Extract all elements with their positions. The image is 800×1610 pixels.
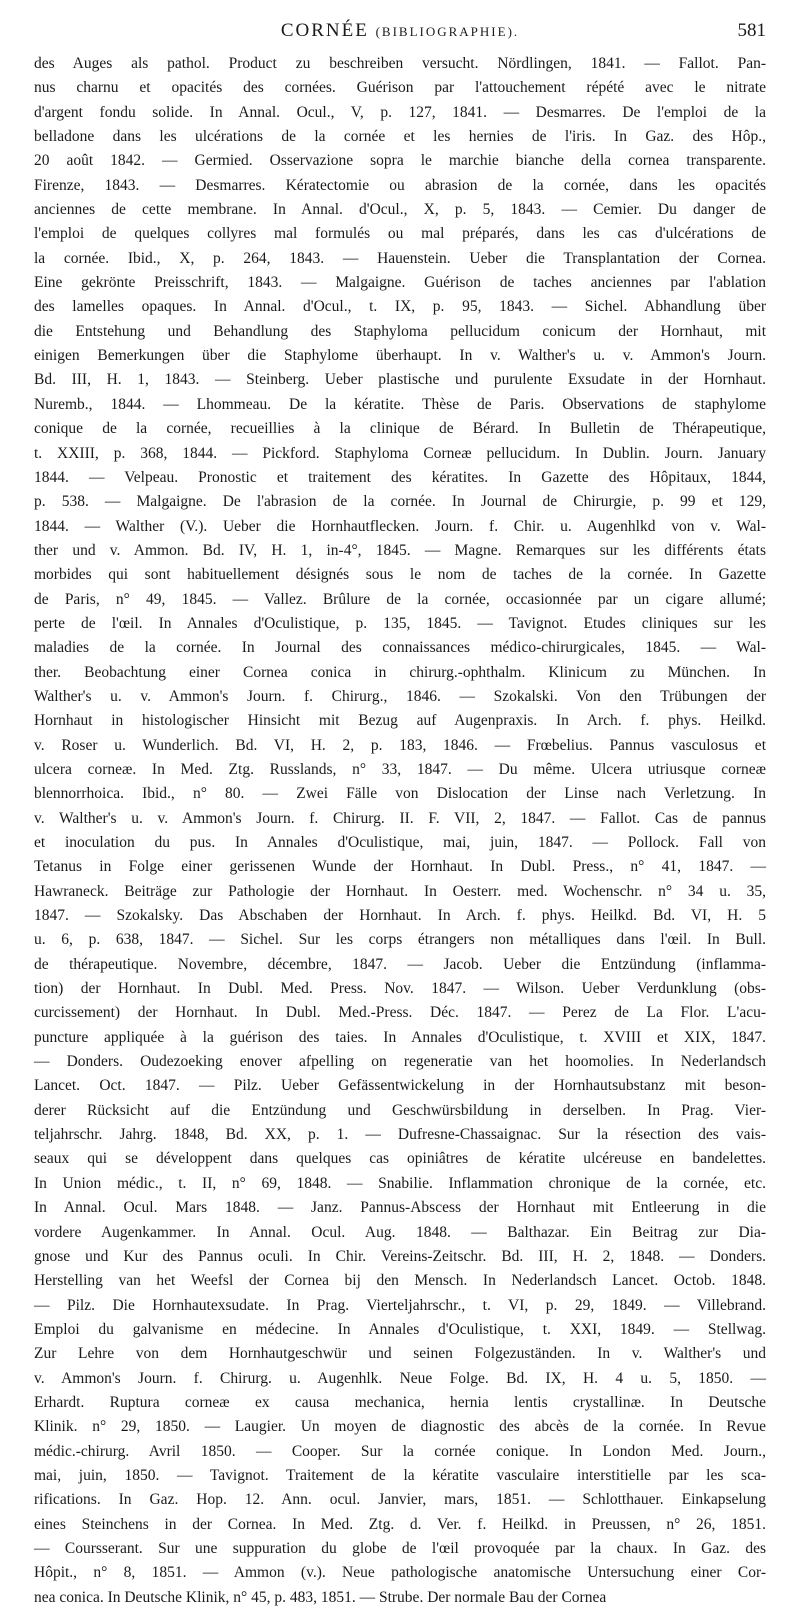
document-page: [34, 20, 766, 1610]
text-line: — Donders. Oudezoeking enover afpelling on regeneratie van het hoomolies. In Nederlandsch: [34, 1053, 766, 1071]
text-line: de Paris, n° 49, 1845. — Vallez. Brûlure de la cornée, occasionnée par un cigare allumé;: [34, 590, 766, 608]
text-line: Nuremb., 1844. — Lhommeau. De la kératite. Thèse de Paris. Observations de staphylome: [34, 395, 766, 413]
text-line: puncture appliquée à la guérison des taies. In Annales d'Oculistique, t. XVIII et XIX, 1847.: [34, 1028, 766, 1046]
text-line: derer Rücksicht auf die Entzündung und Geschwürsbildung in derselben. In Prag. Vier-: [34, 1101, 766, 1119]
text-line: blennorrhoica. Ibid., n° 80. — Zwei Fälle von Dislocation der Linse nach Verletzung. In: [34, 785, 766, 803]
text-line: curcissement) der Hornhaut. In Dubl. Med.-Press. Déc. 1847. — Perez de La Flor. L'acu-: [34, 1004, 766, 1022]
text-line: perte de l'œil. In Annales d'Oculistique, p. 135, 1845. — Tavignot. Etudes cliniques sur les: [34, 614, 766, 632]
text-line: ulcera corneæ. In Med. Ztg. Russlands, n° 33, 1847. — Du même. Ulcera utriusque corneæ: [34, 760, 766, 778]
running-title-main: CORNÉE: [280, 20, 376, 41]
text-line: In Annal. Ocul. Mars 1848. — Janz. Pannus-Abscess der Hornhaut mit Entleerung in die: [34, 1199, 766, 1217]
text-line: einigen Bemerkungen über die Staphylome überhaupt. In v. Walther's u. v. Ammon's Journ.: [34, 347, 766, 365]
text-line: l'emploi de quelques collyres mal formulés ou mal préparés, dans les cas d'ulcérations de: [34, 225, 766, 243]
text-line: v. Roser u. Wunderlich. Bd. VI, H. 2, p. 183, 1846. — Frœbelius. Pannus vasculosus et: [34, 736, 766, 754]
text-line: 1847. — Szokalsky. Das Abschaben der Hornhaut. In Arch. f. phys. Heilkd. Bd. VI, H. 5: [34, 907, 766, 925]
text-line: rifications. In Gaz. Hop. 12. Ann. ocul. Janvier, mars, 1851. — Schlotthauer. Einkapselung: [34, 1491, 766, 1509]
text-line: médic.-chirurg. Avril 1850. — Cooper. Sur la cornée conique. In London Med. Journ.,: [34, 1442, 766, 1460]
text-line: Hornhaut in histologischer Hinsicht mit Bezug auf Augenpraxis. In Arch. f. phys. Heilkd.: [34, 712, 766, 730]
text-line: nea conica. In Deutsche Klinik, n° 45, p. 483, 1851. — Strube. Der normale Bau der Cornea: [34, 1588, 607, 1606]
page-number: 581: [737, 20, 766, 41]
running-title: [34, 20, 766, 42]
text-line: vordere Augenkammer. In Annal. Ocul. Aug. 1848. — Balthazar. Ein Beitrag zur Dia-: [34, 1223, 766, 1241]
text-line: In Union médic., t. II, n° 69, 1848. — Snabilie. Inflammation chronique de la cornée, etc.: [34, 1174, 766, 1192]
text-line: Walther's u. v. Ammon's Journ. f. Chirurg., 1846. — Szokalski. Von den Trübungen der: [34, 687, 766, 705]
text-line: Bd. III, H. 1, 1843. — Steinberg. Ueber plastische und purulente Exsudate in der Hornhaut.: [34, 371, 766, 389]
text-line: Zur Lehre von dem Hornhautgeschwür und seinen Folgezuständen. In v. Walther's und: [34, 1345, 766, 1363]
text-line: Firenze, 1843. — Desmarres. Kératectomie ou abrasion de la cornée, dans les opacités: [34, 176, 766, 194]
text-line: Emploi du galvanisme en médecine. In Annales d'Oculistique, t. XXI, 1849. — Stellwag.: [34, 1320, 766, 1338]
text-line: maladies de la cornée. In Journal des connaissances médico-chirurgicales, 1845. — Wal-: [34, 639, 766, 657]
text-line: eines Steinchens in der Cornea. In Med. Ztg. d. Ver. f. Heilkd. in Preussen, n° 26, 1851.: [34, 1515, 766, 1533]
text-line: d'argent fondu solide. In Annal. Ocul., V, p. 127, 1841. — Desmarres. De l'emploi de la: [34, 103, 766, 121]
text-line: et inoculation du pus. In Annales d'Oculistique, mai, juin, 1847. — Pollock. Fall von: [34, 834, 766, 851]
text-line: de thérapeutique. Novembre, décembre, 1847. — Jacob. Ueber die Entzündung (inflamma-: [34, 955, 766, 973]
text-line: die Entstehung und Behandlung des Staphyloma pellucidum conicum der Hornhaut, mit: [34, 322, 766, 340]
text-line: Herstelling van het Weefsl der Cornea bij den Mensch. In Nederlandsch Lancet. Octob. 1848.: [34, 1272, 766, 1290]
text-line: anciennes de cette membrane. In Annal. d'Ocul., X, p. 5, 1843. — Cemier. Du danger de: [34, 201, 766, 219]
running-title-sub: (BIBLIOGRAPHIE).: [375, 24, 520, 39]
text-line: belladone dans les ulcérations de la cornée et les hernies de l'iris. In Gaz. des Hôp.,: [34, 128, 766, 146]
text-line: v. Ammon's Journ. f. Chirurg. u. Augenhlk. Neue Folge. Bd. IX, H. 4 u. 5, 1850. —: [34, 1369, 766, 1387]
text-line: gnose und Kur des Pannus oculi. In Chir. Vereins-Zeitschr. Bd. III, H. 2, 1848. — Donders.: [34, 1247, 766, 1265]
bibliography-text: [34, 52, 766, 1610]
text-line: morbides qui sont habituellement désignés sous le nom de taches de la cornée. In Gazette: [34, 566, 766, 584]
text-line: des Auges als pathol. Product zu beschreiben versucht. Nördlingen, 1841. — Fallot. Pan-: [34, 55, 766, 72]
text-line: t. XXIII, p. 368, 1844. — Pickford. Staphyloma Corneæ pellucidum. In Dublin. Journ. January: [34, 444, 766, 462]
text-line: Klinik. n° 29, 1850. — Laugier. Un moyen de diagnostic des abcès de la cornée. In Revue: [34, 1418, 766, 1436]
text-line: 1844. — Walther (V.). Ueber die Hornhautflecken. Journ. f. Chir. u. Augenhlkd von v. Wal-: [34, 517, 766, 535]
page-header: [34, 20, 766, 48]
text-line: des lamelles opaques. In Annal. d'Ocul., t. IX, p. 95, 1843. — Sichel. Abhandlung über: [34, 298, 766, 316]
text-line: tion) der Hornhaut. In Dubl. Med. Press. Nov. 1847. — Wilson. Ueber Verdunklung (obs-: [34, 980, 766, 998]
text-line: Lancet. Oct. 1847. — Pilz. Ueber Gefässentwickelung in der Hornhautsubstanz mit beson-: [34, 1077, 766, 1095]
text-line: u. 6, p. 638, 1847. — Sichel. Sur les corps étrangers non métalliques dans l'œil. In Bull.: [34, 931, 766, 949]
text-line: — Pilz. Die Hornhautexsudate. In Prag. Vierteljahrschr., t. VI, p. 29, 1849. — Villebrand.: [34, 1296, 766, 1314]
text-line: Tetanus in Folge einer gerissenen Wunde der Hornhaut. In Dubl. Press., n° 41, 1847. —: [34, 858, 766, 876]
text-line: conique de la cornée, recueillies à la clinique de Bérard. In Bulletin de Thérapeutique,: [34, 420, 766, 438]
text-line: v. Walther's u. v. Ammon's Journ. f. Chirurg. II. F. VII, 2, 1847. — Fallot. Cas de pannus: [34, 809, 766, 827]
text-line: p. 538. — Malgaigne. De l'abrasion de la cornée. In Journal de Chirurgie, p. 99 et 129,: [34, 493, 766, 511]
text-line: — Coursserant. Sur une suppuration du globe de l'œil provoquée par la chaux. In Gaz. des: [34, 1539, 766, 1557]
text-line: nus charnu et opacités des cornées. Guérison par l'attouchement répété avec le nitrate: [34, 79, 766, 97]
text-line: ther. Beobachtung einer Cornea conica in chirurg.-ophthalm. Klinicum zu München. In: [34, 663, 766, 681]
text-line: ther und v. Ammon. Bd. IV, H. 1, in-4°, 1845. — Magne. Remarques sur les différents états: [34, 541, 766, 559]
text-line: Hawraneck. Beiträge zur Pathologie der Hornhaut. In Oesterr. med. Wochenschr. n° 34 u. 35,: [34, 882, 766, 900]
text-line: teljahrschr. Jahrg. 1848, Bd. XX, p. 1. — Dufresne-Chassaignac. Sur la résection des vais-: [34, 1126, 766, 1144]
text-line: Eine gekrönte Preisschrift, 1843. — Malgaigne. Guérison de taches anciennes par l'ablation: [34, 274, 766, 292]
text-line: mai, juin, 1850. — Tavignot. Traitement de la kératite vasculaire interstitielle par les sca-: [34, 1466, 766, 1484]
text-line: Erhardt. Ruptura corneæ ex causa mechanica, hernia lentis crystallinæ. In Deutsche: [34, 1393, 766, 1411]
text-line: 1844. — Velpeau. Pronostic et traitement des kératites. In Gazette des Hôpitaux, 1844,: [34, 468, 766, 486]
text-line: la cornée. Ibid., X, p. 264, 1843. — Hauenstein. Ueber die Transplantation der Cornea.: [34, 249, 766, 267]
text-line: 20 août 1842. — Germied. Osservazione sopra le marchie bianche della cornea transparente.: [34, 152, 766, 170]
text-line: Hôpit., n° 8, 1851. — Ammon (v.). Neue pathologische anatomische Untersuchung einer Cor-: [34, 1564, 766, 1582]
text-line: seaux qui se développent dans quelques cas opiniâtres de kératite ulcéreuse en bandelettes.: [34, 1150, 766, 1168]
